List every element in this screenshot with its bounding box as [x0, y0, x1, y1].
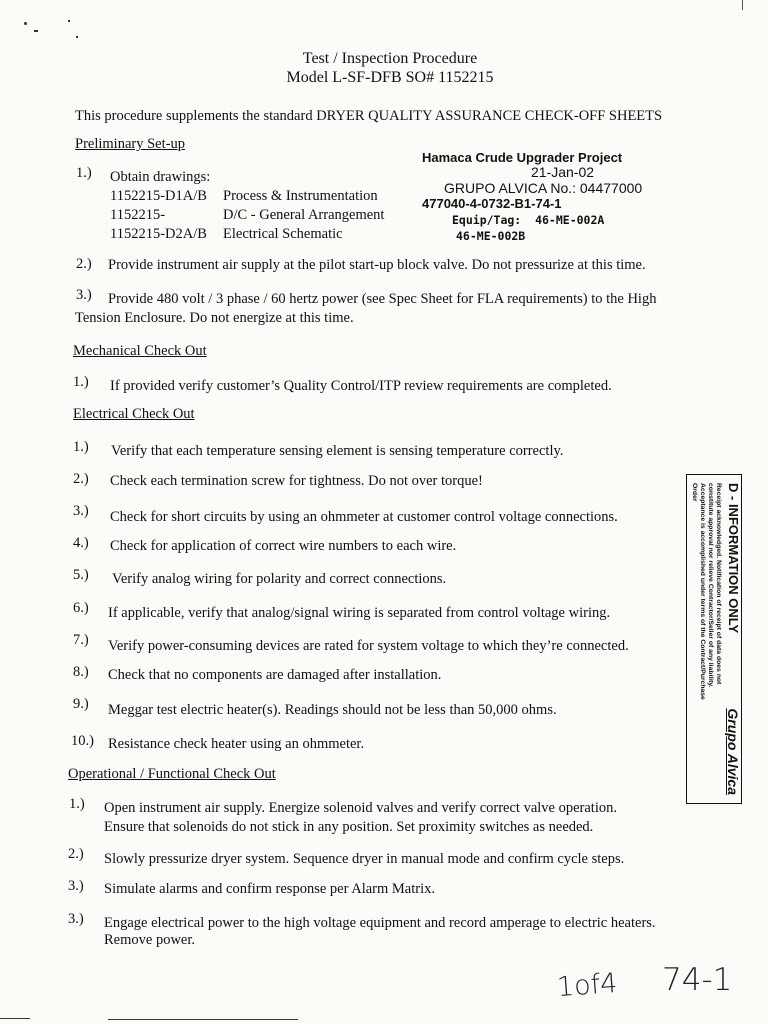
stamp-brand-logo: Grupo Alvica [725, 708, 741, 795]
scan-speck [24, 22, 27, 25]
list-item-text: Check each termination screw for tightness. Do not over torque! [110, 473, 483, 489]
list-number: 2.) [76, 256, 92, 272]
list-item-text: Obtain drawings: [110, 169, 211, 185]
bottom-rule [0, 1018, 30, 1019]
stamp-heading: D - INFORMATION ONLY [726, 483, 741, 634]
section-heading-electrical: Electrical Check Out [73, 406, 195, 422]
list-item-text: Verify that each temperature sensing element is sensing temperature correctly. [111, 443, 564, 459]
list-number: 1.) [73, 439, 89, 455]
project-date: 21-Jan-02 [531, 164, 595, 180]
list-item-text-cont: Tension Enclosure. Do not energize at this time. [75, 310, 354, 326]
intro-text: This procedure supplements the standard DRYER QUALITY ASSURANCE CHECK-OFF SHEETS [75, 108, 663, 124]
scan-speck [68, 20, 70, 22]
document-subtitle: Model L-SF-DFB SO# 1152215 [286, 69, 494, 86]
section-heading-preliminary: Preliminary Set-up [75, 136, 185, 152]
list-item-text: Meggar test electric heater(s). Readings should not be less than 50,000 ohms. [108, 702, 557, 718]
information-only-stamp [686, 474, 742, 804]
list-number: 10.) [71, 733, 94, 749]
list-number: 1.) [69, 796, 85, 812]
list-number: 3.) [76, 287, 92, 303]
drawing-desc: Electrical Schematic [223, 226, 343, 242]
document-number: 477040-4-0732-B1-74-1 [422, 196, 562, 211]
list-number: 9.) [73, 696, 89, 712]
list-number: 2.) [73, 471, 89, 487]
list-item-text: If applicable, verify that analog/signal wiring is separated from control voltage wiring. [108, 605, 611, 621]
list-number: 8.) [73, 664, 89, 680]
section-heading-operational: Operational / Functional Check Out [68, 766, 276, 782]
scan-speck [34, 30, 38, 32]
list-item-text: Slowly pressurize dryer system. Sequence dryer in manual mode and confirm cycle steps. [104, 851, 625, 867]
list-number: 3.) [68, 878, 84, 894]
list-item-text: Check for application of correct wire numbers to each wire. [110, 538, 457, 554]
list-number: 4.) [73, 535, 89, 551]
list-item-text: Verify power-consuming devices are rated for system voltage to which they’re connected. [108, 638, 629, 654]
grupo-alvica-number: GRUPO ALVICA No.: 04477000 [444, 180, 643, 196]
list-item-text: Provide instrument air supply at the pilot start-up block valve. Do not pressurize at this time. [108, 257, 646, 273]
handwritten-reference: 74-1 [662, 962, 733, 998]
project-name: Hamaca Crude Upgrader Project [422, 150, 623, 165]
list-item-text: Engage electrical power to the high voltage equipment and record amperage to electric heaters. [104, 915, 656, 931]
section-heading-mechanical: Mechanical Check Out [73, 343, 207, 359]
list-number: 6.) [73, 600, 89, 616]
list-item-text-cont: Remove power. [104, 932, 196, 948]
list-number: 2.) [68, 846, 84, 862]
list-item-text: If provided verify customer’s Quality Control/ITP review requirements are completed. [110, 378, 612, 394]
list-number: 1.) [73, 374, 89, 390]
list-number: 1.) [76, 165, 92, 181]
list-number: 3.) [73, 503, 89, 519]
list-item-text: Simulate alarms and confirm response per Alarm Matrix. [104, 881, 435, 897]
list-item-text: Open instrument air supply. Energize solenoid valves and verify correct valve operation. [104, 800, 617, 816]
list-item-text: Check that no components are damaged after installation. [108, 667, 442, 683]
list-item-text: Provide 480 volt / 3 phase / 60 hertz power (see Spec Sheet for FLA requirements) to the High [108, 291, 657, 307]
stamp-body-text: Receipt acknowledged. Notification of receipt of data does not constitute approval nor relieve Contractor/Seller of any liability. Acceptance is accomplished under terms of the Contract/Purchase Order [691, 483, 722, 700]
list-number: 7.) [73, 632, 89, 648]
drawing-code: 1152215-D2A/B [110, 226, 207, 242]
equipment-tag: Equip/Tag: 46-ME-002A [452, 213, 605, 227]
list-item-text-cont: Ensure that solenoids do not stick in any position. Set proximity switches as needed. [104, 819, 594, 835]
equipment-tag-2: 46-ME-002B [456, 229, 526, 243]
scan-speck [76, 36, 78, 38]
drawing-desc: D/C - General Arrangement [223, 207, 385, 223]
bottom-rule [108, 1019, 298, 1020]
drawing-code: 1152215-D1A/B [110, 188, 207, 204]
drawing-code: 1152215- [110, 207, 166, 223]
document-title: Test / Inspection Procedure [302, 50, 478, 67]
drawing-desc: Process & Instrumentation [223, 188, 378, 204]
stamp-content [687, 479, 741, 799]
list-item-text: Resistance check heater using an ohmmeter. [108, 736, 365, 752]
handwritten-page-count: 1of4 [555, 967, 619, 1004]
scan-edge-mark [742, 0, 743, 10]
list-item-text: Check for short circuits by using an ohmmeter at customer control voltage connections. [110, 509, 618, 525]
list-number: 3.) [68, 911, 84, 927]
list-item-text: Verify analog wiring for polarity and correct connections. [112, 571, 447, 587]
list-number: 5.) [73, 567, 89, 583]
